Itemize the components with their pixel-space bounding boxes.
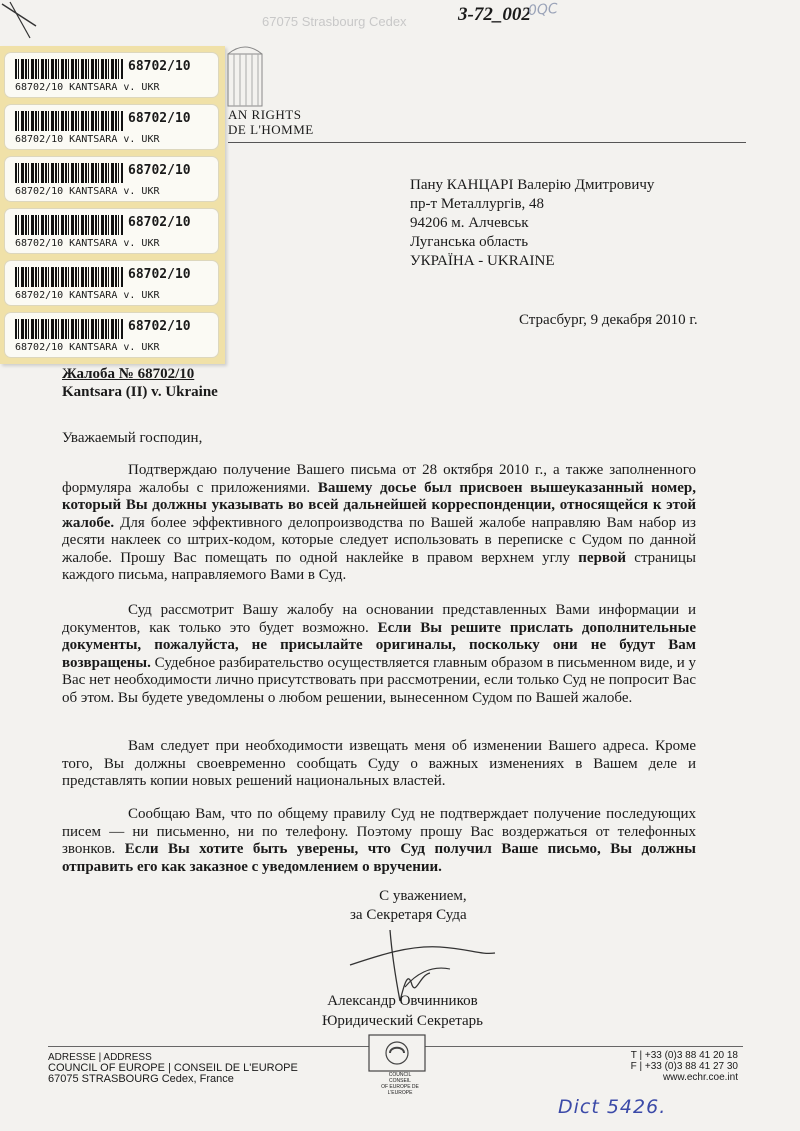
sticker-caption: 68702/10 KANTSARA v. UKR xyxy=(15,342,160,353)
closing-on-behalf: за Секретаря Суда xyxy=(350,907,467,923)
bold-text-run: Если Вы хотите быть уверены, что Суд получил Ваше письмо, Вы должны отправить его как заказное с уведомлением о вручении. xyxy=(62,841,696,875)
footer-contacts xyxy=(590,1050,738,1083)
document-id: 3-72_002 xyxy=(458,4,531,25)
text-run: Подтверждаю получение Вашего письма от 28 октября 2010 г., а также заполненного формуляра жалобы с приложениями. xyxy=(62,462,696,496)
barcode-icon xyxy=(15,163,123,183)
barcode-icon xyxy=(15,215,123,235)
barcode-icon xyxy=(15,111,123,131)
footer-address-label: ADRESSE | ADDRESS xyxy=(48,1052,152,1063)
barcode-sticker xyxy=(4,52,219,98)
sticker-number: 68702/10 xyxy=(128,319,191,334)
sticker-caption: 68702/10 KANTSARA v. UKR xyxy=(15,186,160,197)
header-divider xyxy=(228,142,746,143)
bold-text-run: Вашему досье был присвоен вышеуказанный номер, который Вы должны указывать во всей дальнейшей корреспонденции, относящейся к этой жалобе. xyxy=(62,479,696,531)
logo-caption-line: OF EUROPE DE L'EUROPE xyxy=(381,1084,419,1096)
case-number: Жалоба № 68702/10 xyxy=(62,366,195,382)
letter-date: Страсбург, 9 декабря 2010 г. xyxy=(519,312,698,328)
paragraph-confirmation xyxy=(62,806,696,876)
sticker-caption: 68702/10 KANTSARA v. UKR xyxy=(15,82,160,93)
text-run: страницы каждого письма, направляемого Вами в Суд. xyxy=(62,549,697,583)
pen-stroke-mark xyxy=(0,0,38,42)
footer-organisation: COUNCIL OF EUROPE | CONSEIL DE L'EUROPE xyxy=(48,1062,298,1074)
closing-regards: С уважением, xyxy=(379,888,467,904)
case-title: Kantsara (II) v. Ukraine xyxy=(62,384,218,400)
barcode-sticker-sheet xyxy=(0,46,225,364)
sticker-number: 68702/10 xyxy=(128,267,191,282)
signer-block xyxy=(322,991,483,1031)
recipient-name: Пану КАНЦАРІ Валерію Дмитровичу xyxy=(410,177,655,193)
barcode-sticker xyxy=(4,312,219,358)
footer-fax: F | +33 (0)3 88 41 27 30 xyxy=(630,1061,738,1072)
barcode-sticker xyxy=(4,104,219,150)
paragraph-acknowledgement xyxy=(62,462,696,585)
text-run: Суд рассмотрит Вашу жалобу на основании представленных Вами информации и документов, как только это будет возможно. xyxy=(62,602,696,636)
handwritten-top-note: 0QC xyxy=(527,0,559,20)
barcode-sticker xyxy=(4,208,219,254)
sticker-caption: 68702/10 KANTSARA v. UKR xyxy=(15,290,160,301)
sticker-number: 68702/10 xyxy=(128,111,191,126)
signer-name: Александр Овчинников xyxy=(327,993,478,1009)
closing xyxy=(350,887,467,925)
sticker-number: 68702/10 xyxy=(128,215,191,230)
recipient-address xyxy=(410,176,654,271)
recipient-city: 94206 м. Алчевськ xyxy=(410,215,529,231)
barcode-icon xyxy=(15,59,123,79)
recipient-country: УКРАЇНА - UKRAINE xyxy=(410,253,555,269)
footer-phone: T | +33 (0)3 88 41 20 18 xyxy=(630,1050,738,1061)
footer-website[interactable]: www.echr.coe.int xyxy=(662,1072,738,1083)
barcode-sticker xyxy=(4,156,219,202)
footer-city: 67075 STRASBOURG Cedex, France xyxy=(48,1073,234,1085)
bold-text-run: первой xyxy=(578,549,627,566)
bold-text-run: Если Вы решите прислать дополнительные документы, пожалуйста, не присылайте оригиналы, поскольку они не будут Вам возвращены. xyxy=(62,619,696,671)
court-name-line1: AN RIGHTS xyxy=(228,107,302,122)
text-run: Сообщаю Вам, что по общему правилу Суд не подтверждает получение последующих писем — ни письменно, ни по телефону. Поэтому прошу Вас воздержаться от телефонных звонков. xyxy=(62,806,696,857)
sticker-number: 68702/10 xyxy=(128,59,191,74)
logo-caption-line: COUNCIL CONSEIL xyxy=(388,1072,412,1084)
signer-title: Юридический Секретарь xyxy=(322,1013,483,1029)
faint-court-address: 67075 Strasbourg Cedex xyxy=(262,14,407,29)
handwritten-dict-note: Dict 5426. xyxy=(558,1096,667,1118)
recipient-region: Луганська область xyxy=(410,234,529,250)
logo-caption xyxy=(378,1072,422,1096)
paragraph-examination xyxy=(62,602,696,707)
barcode-icon xyxy=(15,319,123,339)
text-run: Судебное разбирательство осуществляется главным образом в письменном виде, и у Вас нет необходимости лично присутствовать при рассмотрении, если только Суд не попросит Вас об этом. Вы будете уведомлены о любом решении, вынесенном Судом по Вашей жалобе. xyxy=(62,654,696,706)
footer-address xyxy=(48,1052,298,1085)
salutation: Уважаемый господин, xyxy=(62,430,203,446)
sticker-number: 68702/10 xyxy=(128,163,191,178)
recipient-street: пр-т Металлургів, 48 xyxy=(410,196,545,212)
council-of-europe-logo xyxy=(368,1034,426,1072)
barcode-icon xyxy=(15,267,123,287)
sticker-caption: 68702/10 KANTSARA v. UKR xyxy=(15,238,160,249)
court-name-line2: DE L'HOMME xyxy=(228,122,314,137)
barcode-sticker xyxy=(4,260,219,306)
text-run: Для более эффективного делопроизводства по Вашей жалобе направляю Вам набор из десяти наклеек со штрих-кодом, которые следует использовать в переписке с Судом по данной жалобе. Прошу Вас помещать по одной наклейке в правом верхнем углу xyxy=(62,514,696,566)
sticker-caption: 68702/10 KANTSARA v. UKR xyxy=(15,134,160,145)
paragraph-address-change: Вам следует при необходимости извещать меня об изменении Вашего адреса. Кроме того, Вы должны своевременно сообщать Суду о важных изменениях в Вашем деле и представлять копии новых решений национальных властей. xyxy=(62,738,696,789)
